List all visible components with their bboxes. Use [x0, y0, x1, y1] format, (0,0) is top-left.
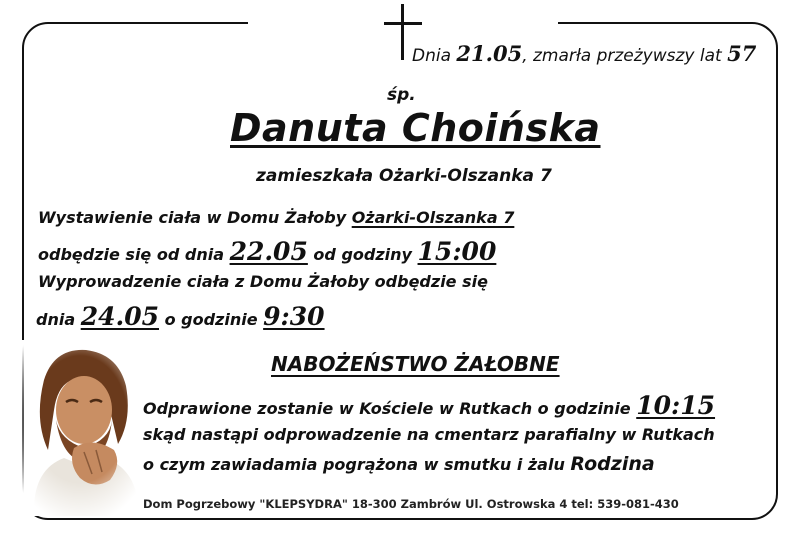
- service-title: NABOŻEŃSTWO ŻAŁOBNE: [271, 352, 560, 376]
- viewing-time: 15:00: [417, 237, 497, 266]
- died-date: 21.05: [456, 41, 523, 66]
- service-line-1: [143, 391, 715, 420]
- viewing-line-2: [38, 237, 496, 266]
- deceased-address: zamieszkała Ożarki-Olszanka 7: [256, 166, 552, 186]
- viewing-line1-text: Wystawienie ciała w Domu Żałoby: [38, 208, 352, 227]
- praying-christ-portrait: [14, 340, 146, 516]
- service-line3-text: o czym zawiadamia pogrążona w smutku i żalu: [143, 455, 571, 474]
- service-line-2: skąd nastąpi odprowadzenie na cmentarz parafialny w Rutkach: [143, 425, 715, 444]
- deceased-name: Danuta Choińska: [230, 106, 601, 150]
- departure-mid: o godzinie: [159, 310, 264, 329]
- viewing-date: 22.05: [229, 237, 308, 266]
- service-time: 10:15: [636, 391, 716, 420]
- died-middle: , zmarła przeżywszy lat: [522, 46, 722, 66]
- viewing-line2-mid: od godziny: [307, 245, 418, 264]
- died-prefix: Dnia: [412, 46, 452, 66]
- viewing-place: Ożarki-Olszanka 7: [351, 208, 515, 227]
- died-age: 57: [727, 41, 757, 66]
- cross-icon-vertical: [401, 4, 404, 60]
- viewing-line-3: Wyprowadzenie ciała z Domu Żałoby odbędzie się: [38, 272, 488, 291]
- death-date-line: [412, 41, 756, 66]
- viewing-line-1: [38, 208, 514, 227]
- departure-date: 24.05: [80, 302, 159, 331]
- honorific: śp.: [387, 85, 416, 105]
- viewing-line-4: [36, 302, 325, 331]
- service-line1-text: Odprawione zostanie w Kościele w Rutkach o godzinie: [143, 399, 637, 418]
- departure-time: 9:30: [263, 302, 325, 331]
- viewing-line2-text: odbędzie się od dnia: [38, 245, 230, 264]
- funeral-home-footer: Dom Pogrzebowy "KLEPSYDRA" 18-300 Zambrów Ul. Ostrowska 4 tel: 539-081-430: [143, 497, 679, 511]
- cross-icon-horizontal: [384, 22, 422, 25]
- family-name: Rodzina: [570, 453, 655, 475]
- departure-text: dnia: [36, 310, 81, 329]
- service-line-3: [143, 453, 655, 475]
